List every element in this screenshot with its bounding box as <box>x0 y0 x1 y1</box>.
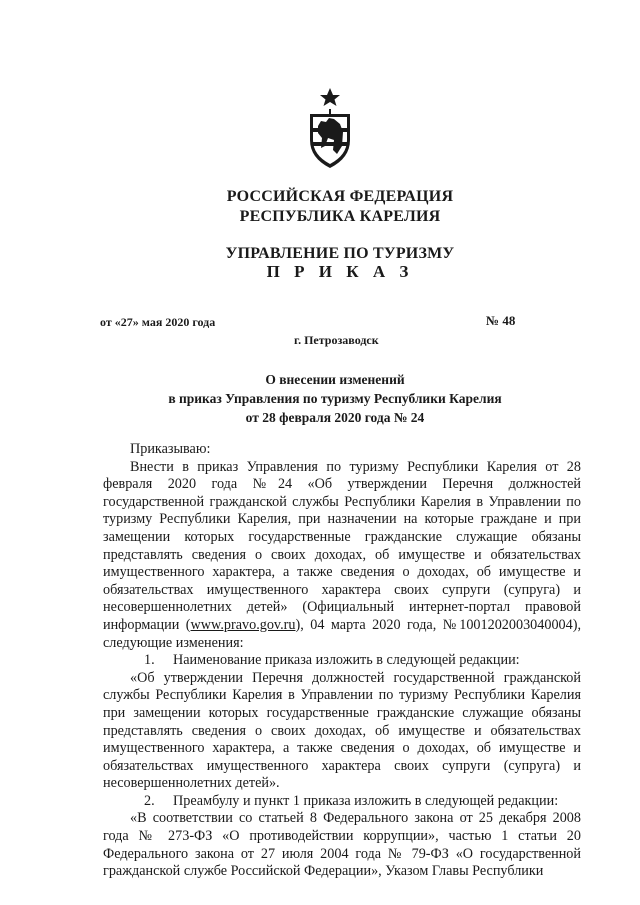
state-heading-line1: РОССИЙСКАЯ ФЕДЕРАЦИЯ <box>226 188 454 205</box>
state-heading-line2: РЕСПУБЛИКА КАРЕЛИЯ <box>239 208 441 225</box>
karelia-coat-of-arms-icon <box>307 88 353 170</box>
item-1 <box>103 652 581 670</box>
order-title <box>140 370 530 427</box>
item-2 <box>103 793 581 811</box>
department-heading: УПРАВЛЕНИЕ ПО ТУРИЗМУ <box>225 245 455 262</box>
item-1-quote: «Об утверждении Перечня должностей государственной гражданской службы Республики Карелия в Управлении по туризму Республики Карелия при замещении которых государственные гражданские служащие обязаны представлять сведения о своих доходах, об имуществе и обязательствах имущественного характера, а также сведения о доходах, об имуществе и обязательствах имущественного характера своих супруги (супруга) и несовершеннолетних детей». <box>103 669 581 792</box>
order-city: г. Петрозаводск <box>294 333 379 347</box>
order-word: Приказываю: <box>130 441 211 457</box>
order-title-line1: О внесении изменений <box>265 372 405 387</box>
intro-text-end: ), 04 марта 2020 года, №1001202003040004), следующие изменения: <box>103 616 582 651</box>
pravo-gov-link[interactable]: www.pravo.gov.ru <box>190 616 296 633</box>
order-title-line3: от 28 февраля 2020 года № 24 <box>245 410 425 425</box>
item-2-quote: «В соответствии со статьей 8 Федерального закона от 25 декабря 2008 года № 273-ФЗ «О противодействии коррупции», частью 1 статьи 20 Федерального закона от 27 июля 2004 года № 79-ФЗ «О государственной гражданской службе Российской Федерации», Указом Главы Республики <box>103 810 581 880</box>
intro-text-start: Внести в приказ Управления по туризму Республики Карелия от 28 февраля 2020 года №24 «Об утверждении Перечня должностей государственной гражданской службы Республики Карелия в Управлении по туризму Республики Карелия, при назначении на которые граждане и при замещении которых государственные гражданские служащие обязаны представлять сведения о своих доходах, об имуществе и обязательствах имущественного характера, а также сведения о доходах, об имуществе и обязательствах имущественного характера своих супруги (супруга) и несовершеннолетних детей» (Официальный интернет-портал правовой информации ( <box>103 458 581 633</box>
intro-paragraph <box>103 459 581 653</box>
item-1-number: 1. <box>144 652 155 669</box>
order-title-line2: в приказ Управления по туризму Республики Карелия <box>168 391 502 406</box>
order-body <box>103 441 581 881</box>
item-2-number: 2. <box>144 792 155 809</box>
state-heading <box>0 187 640 227</box>
order-date: от «27» мая 2020 года <box>100 315 216 329</box>
item-1-text: Наименование приказа изложить в следующей редакции: <box>173 652 520 669</box>
item-2-text: Преамбулу и пункт 1 приказа изложить в следующей редакции: <box>173 792 559 809</box>
document-type-heading: П Р И К А З <box>266 262 414 281</box>
order-number: № 48 <box>486 313 516 328</box>
